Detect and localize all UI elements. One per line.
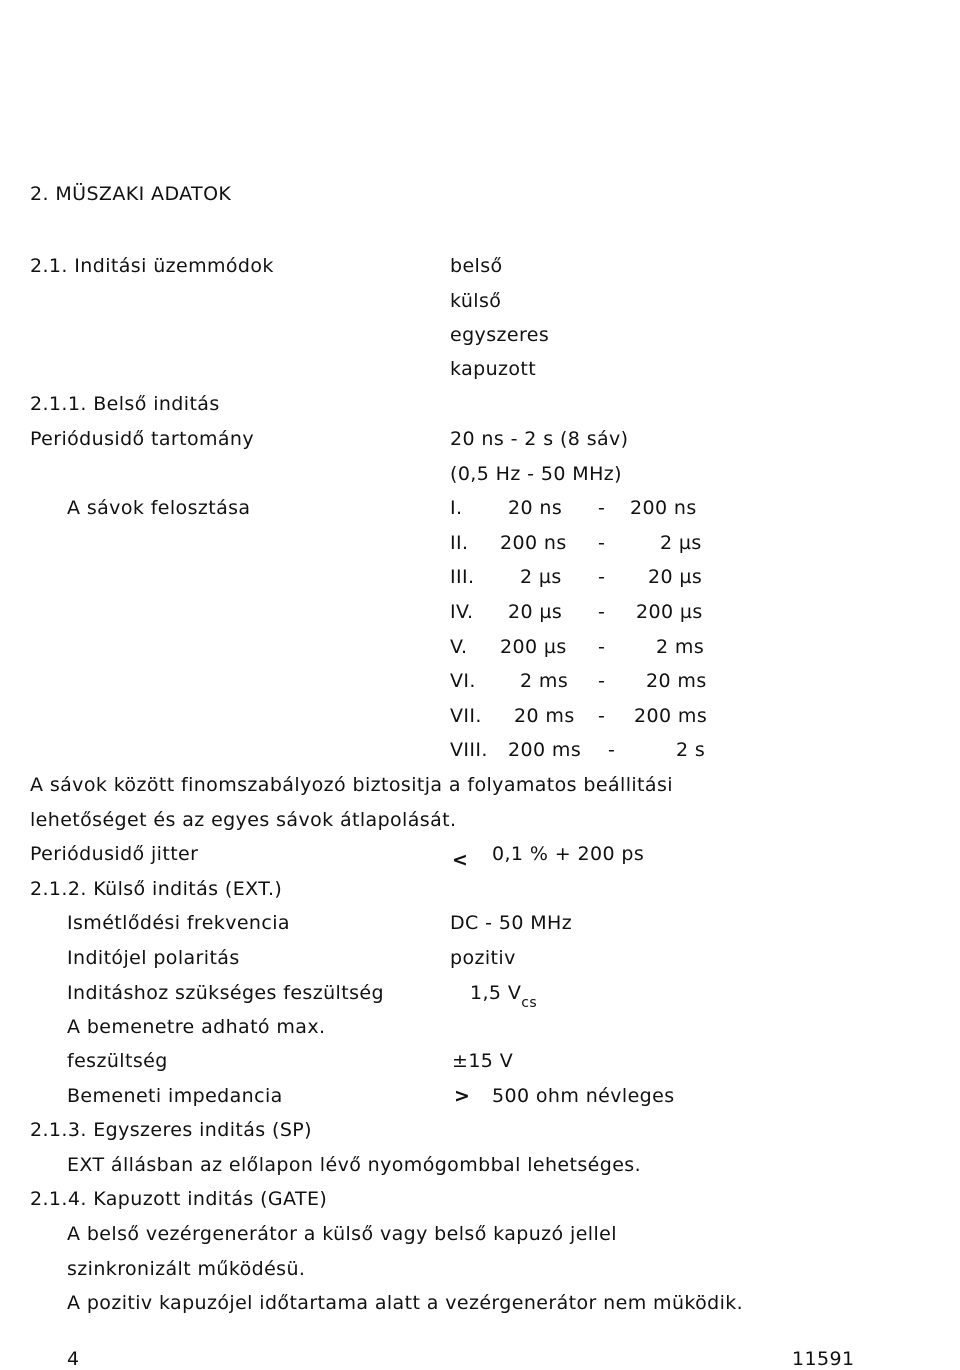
gated-trigger-text-2: szinkronizált működésü.: [67, 1258, 306, 1280]
input-impedance-value: 500 ohm névleges: [492, 1085, 675, 1107]
max-input-label-2: feszültség: [67, 1050, 168, 1072]
repetition-frequency-value: DC - 50 MHz: [450, 912, 573, 934]
band-from: 200 ms: [508, 739, 582, 761]
jitter-value: 0,1 % + 200 ps: [492, 843, 645, 865]
period-range-value: 20 ns - 2 s (8 sáv): [450, 428, 629, 450]
band-from: 200 ns: [500, 532, 567, 554]
bands-label: A sávok felosztása: [67, 497, 251, 519]
jitter-label: Periódusidő jitter: [30, 843, 199, 865]
page-number: 4: [67, 1348, 80, 1370]
mode-single: egyszeres: [450, 324, 550, 346]
band-to: 20 µs: [648, 566, 703, 588]
repetition-frequency-label: Ismétlődési frekvencia: [67, 912, 290, 934]
mode-gated: kapuzott: [450, 358, 537, 380]
band-dash: -: [598, 636, 606, 658]
band-to: 200 µs: [636, 601, 703, 623]
band-to: 2 ms: [656, 636, 705, 658]
band-number: VII.: [450, 705, 482, 727]
frequency-range-value: (0,5 Hz - 50 MHz): [450, 463, 622, 485]
band-dash: -: [608, 739, 616, 761]
document-number: 11591: [792, 1348, 855, 1370]
trigger-polarity-label: Inditójel polaritás: [67, 947, 240, 969]
band-number: VI.: [450, 670, 476, 692]
bands-note-line-1: A sávok között finomszabályozó biztositja a folyamatos beállitási: [30, 774, 673, 796]
band-number: II.: [450, 532, 469, 554]
band-number: VIII.: [450, 739, 488, 761]
section-title: 2. MÜSZAKI ADATOK: [30, 183, 232, 205]
band-number: IV.: [450, 601, 474, 623]
band-to: 20 ms: [646, 670, 707, 692]
band-dash: -: [598, 566, 606, 588]
section-2-1-3-label: 2.1.3. Egyszeres inditás (SP): [30, 1119, 312, 1141]
max-input-label-1: A bemenetre adható max.: [67, 1016, 326, 1038]
greater-than-symbol: >: [454, 1085, 471, 1107]
band-from: 2 ms: [520, 670, 569, 692]
section-2-1-1-label: 2.1.1. Belső inditás: [30, 393, 220, 415]
period-range-label: Periódusidő tartomány: [30, 428, 255, 450]
band-to: 200 ms: [634, 705, 708, 727]
bands-note-line-2: lehetőséget és az egyes sávok átlapolását.: [30, 809, 457, 831]
trigger-voltage-label: Inditáshoz szükséges feszültség: [67, 982, 384, 1004]
band-dash: -: [598, 601, 606, 623]
gated-trigger-text-3: A pozitiv kapuzójel időtartama alatt a vezérgenerátor nem müködik.: [67, 1292, 744, 1314]
mode-internal: belső: [450, 255, 503, 277]
band-to: 2 s: [676, 739, 706, 761]
input-impedance-label: Bemeneti impedancia: [67, 1085, 283, 1107]
max-input-value: ±15 V: [452, 1050, 514, 1072]
trigger-polarity-value: pozitiv: [450, 947, 516, 969]
gated-trigger-text-1: A belső vezérgenerátor a külső vagy belső kapuzó jellel: [67, 1223, 617, 1245]
single-trigger-text: EXT állásban az előlapon lévő nyomógombbal lehetséges.: [67, 1154, 642, 1176]
band-from: 2 µs: [520, 566, 562, 588]
band-from: 20 ms: [514, 705, 575, 727]
band-dash: -: [598, 497, 606, 519]
section-2-1-label: 2.1. Inditási üzemmódok: [30, 255, 274, 277]
band-from: 20 ns: [508, 497, 563, 519]
band-to: 200 ns: [630, 497, 697, 519]
band-number: V.: [450, 636, 468, 658]
mode-external: külső: [450, 290, 502, 312]
less-than-symbol: <: [452, 849, 469, 871]
band-dash: -: [598, 705, 606, 727]
band-number: I.: [450, 497, 463, 519]
band-from: 20 µs: [508, 601, 563, 623]
band-from: 200 µs: [500, 636, 567, 658]
section-2-1-4-label: 2.1.4. Kapuzott inditás (GATE): [30, 1188, 328, 1210]
section-2-1-2-label: 2.1.2. Külső inditás (EXT.): [30, 878, 283, 900]
trigger-voltage-value: 1,5 $V_{cs}$: [470, 982, 538, 1011]
band-number: III.: [450, 566, 475, 588]
trigger-voltage-subscript: cs: [521, 995, 538, 1011]
band-to: 2 µs: [660, 532, 702, 554]
band-dash: -: [598, 532, 606, 554]
band-dash: -: [598, 670, 606, 692]
